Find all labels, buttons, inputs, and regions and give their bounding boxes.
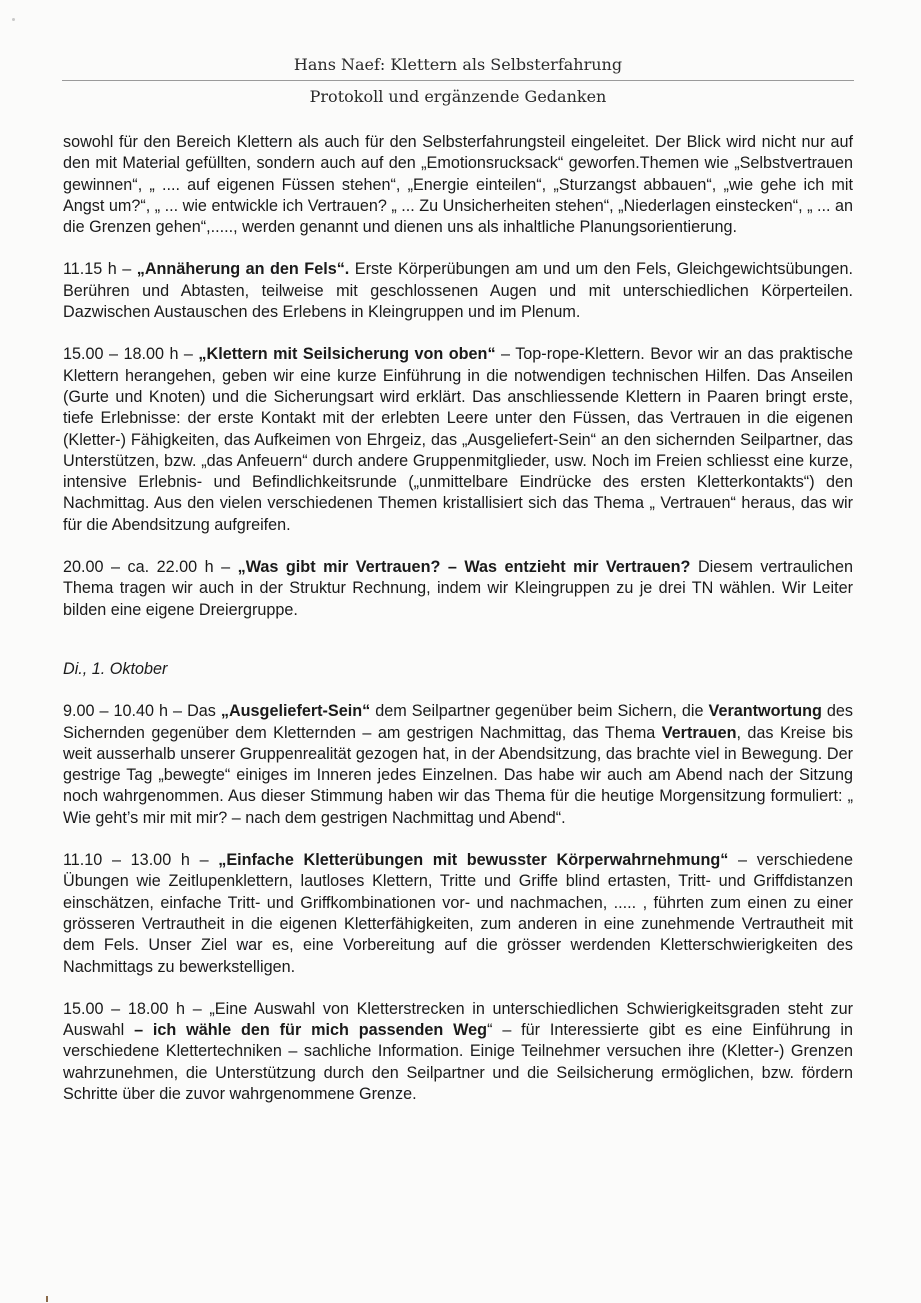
scan-speck xyxy=(46,1296,48,1302)
entry-text: “ – für Interessierte gibt es eine Einführung in verschiedene Klettertechniken – sachliche Information. Einige Teilnehmer versuchen ihre (Kletter-) Grenzen wahrzunehmen, die Unterstützung durch den Seilpartner und die Seilsicherung ermöglichen, bzw. fördern Schritte über die zuvor wahrgenommene Grenze. xyxy=(63,1021,854,1103)
entry-text: , das Kreise bis weit ausserhalb unserer Gruppenrealität gezogen hat, in der Abendsitzung, das brachte viel in Bewegung. Der gestrige Tag „bewegte“ einiges im Inneren jedes Einzelnen. Das habe wir auch am Abend nach der Sitzung noch wahrgenommen. Aus dieser Stimmung haben wir das Thema für die heutige Morgensitzung formuliert: „ Wie geht’s mir mit mir? – nach dem gestrigen Nachmittag und Abend“. xyxy=(63,723,854,827)
entry-text: dem Seilpartner gegenüber beim Sichern, die xyxy=(370,702,709,721)
entry-text: – Top-rope-Klettern. Bevor wir an das praktische Klettern herangehen, geben wir eine kurze Einführung in die notwendigen technischen Hilfen. Das Anseilen (Gurte und Knoten) und die Sicherungsart wird erklärt. Das anschliessende Klettern in Paaren bringt erste, tiefe Erlebnisse: der erste Kontakt mit der erlebten Leere unter den Füssen, das Vertrauen in die eigenen (Kletter-) Fähigkeiten, das Aufkeimen von Ehrgeiz, das „Ausgeliefert-Sein“ an den sichernden Seilpartner, das Unterstützen, bzw. „das Anfeuern“ durch andere Gruppenmitglieder, usw. Noch im Freien schliesst eine kurze, intensive Erlebnis- und Befindlichkeitsrunde („unmittelbare Eindrücke des ersten Kletterkontakts“) den Nachmittag. Aus den vielen verschiedenen Themen kristallisiert sich das Thema „ Vertrauen“ heraus, das wir für die Abendsitzung aufgreifen. xyxy=(63,345,853,534)
entry-1110 xyxy=(63,850,853,978)
intro-paragraph: sowohl für den Bereich Klettern als auch für den Selbsterfahrungsteil eingeleitet. Der Blick wird nicht nur auf den mit Material gefüllten, sondern auch auf den „Emotionsrucksack“ geworfen.Themen wie „Selbstvertrauen gewinnen“, „ .... auf eigenen Füssen stehen“, „Energie einteilen“, „Sturzangst abbauen“, „wie gehe ich mit Angst um?“, „ ... wie entwickle ich Vertrauen? „ ... Zu Unsicherheiten stehen“, „Niederlagen einstecken“, „ ... an die Grenzen gehen“,....., werden genannt und dienen uns als inhaltliche Planungsorientierung. xyxy=(63,133,853,237)
page-header xyxy=(62,52,854,108)
entry-emphasis: „Ausgeliefert-Sein“ xyxy=(220,702,371,721)
document-subtitle: Protokoll und ergänzende Gedanken xyxy=(309,87,607,106)
entry-text: Diesem vertraulichen Thema tragen wir auch in der Struktur Rechnung, indem wir Kleingruppen zu je drei TN wählen. Wir Leiter bilden eine eigene Dreiergruppe. xyxy=(63,558,854,619)
document-title: Hans Naef: Klettern als Selbsterfahrung xyxy=(293,55,623,74)
header-divider xyxy=(62,80,854,81)
entry-heading: „Annäherung an den Fels“. xyxy=(136,260,350,279)
entry-1115 xyxy=(63,259,853,323)
document-body xyxy=(63,132,853,1126)
entry-heading: „Einfache Kletterübungen mit bewusster Körperwahrnehmung“ xyxy=(218,851,729,870)
entry-heading: „Klettern mit Seilsicherung von oben“ xyxy=(198,345,496,364)
entry-time: 11.15 h – xyxy=(63,260,137,279)
entry-time: 15.00 – 18.00 h – xyxy=(63,345,199,364)
entry-time: 11.10 – 13.00 h – xyxy=(63,851,219,870)
entry-emphasis: – ich wähle den für mich passenden Weg xyxy=(134,1021,488,1040)
entry-emphasis: Verantwortung xyxy=(708,702,822,721)
entry-emphasis: Vertrauen xyxy=(661,723,737,742)
entry-1500-day1 xyxy=(63,344,853,536)
entry-text: – verschiedene Übungen wie Zeitlupenklettern, lautloses Klettern, Tritte und Griffe blind ertasten, Tritt- und Griffdistanzen einschätzen, einfache Tritt- und Griffkombinationen vor- und nachmachen, ..... , führten zum einen zu einer grösseren Vertrautheit in die eigenen Kletterfähigkeiten, zum anderen in eine zunehmende Vertrautheit mit dem Fels. Unser Ziel war es, eine Vorbereitung auf die grösser werdenden Kletterschwierigkeiten des Nachmittags zu bewerkstelligen. xyxy=(63,851,853,976)
scan-speck xyxy=(12,18,15,21)
day-heading: Di., 1. Oktober xyxy=(63,659,168,678)
entry-heading: „Was gibt mir Vertrauen? – Was entzieht mir Vertrauen? xyxy=(237,558,691,577)
entry-0900 xyxy=(63,701,853,829)
entry-text: 15.00 – 18.00 h – „Eine Auswahl von Kletterstrecken in unterschiedlichen Schwierigkeitsgraden steht zur Auswahl xyxy=(63,999,853,1040)
entry-1500-day2 xyxy=(63,999,853,1105)
entry-text: 9.00 – 10.40 h – Das xyxy=(63,702,221,721)
entry-time: 20.00 – ca. 22.00 h – xyxy=(63,558,238,577)
entry-2000 xyxy=(63,557,853,621)
entry-text: des Sichernden gegenüber dem Kletternden – am gestrigen Nachmittag, das Thema xyxy=(63,702,853,742)
entry-text: Erste Körperübungen am und um den Fels, Gleichgewichtsübungen. Berühren und Abtasten, teilweise mit geschlossenen Augen und mit unterschiedlichen Körperteilen. Dazwischen Austauschen des Erlebens in Kleingruppen und im Plenum. xyxy=(63,260,853,322)
